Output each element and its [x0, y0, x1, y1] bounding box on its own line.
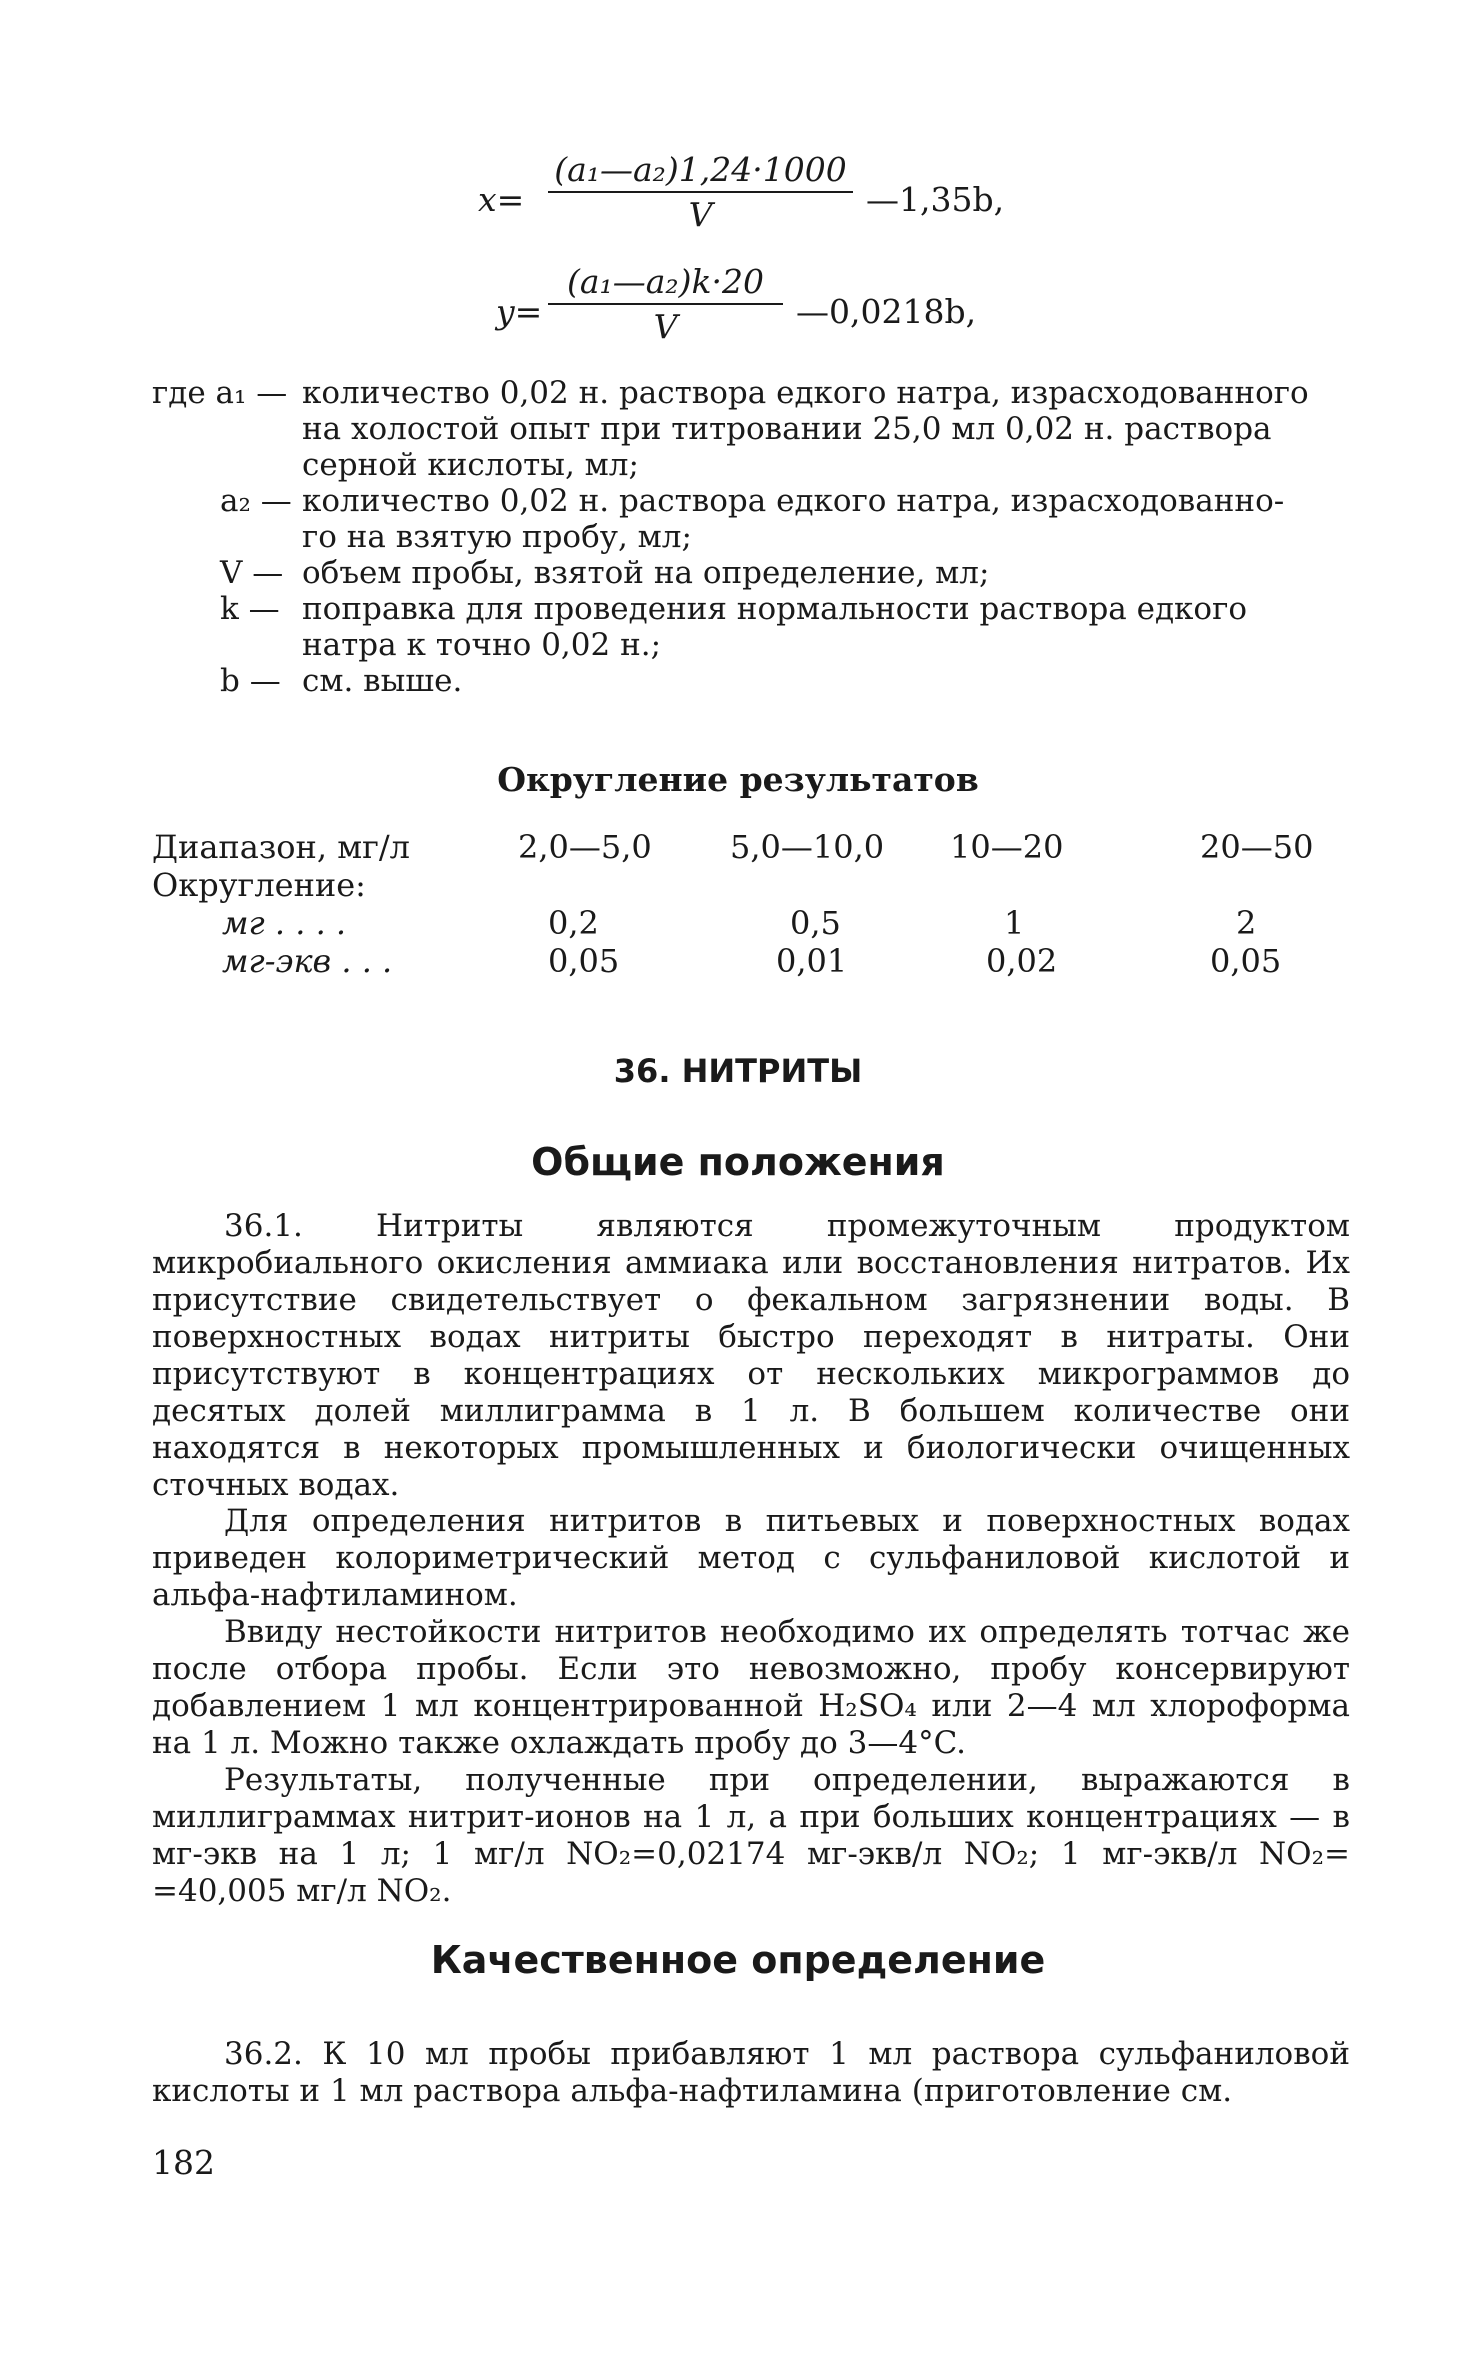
definition-line: поправка для проведения нормальности раствора едкого [302, 591, 1248, 627]
fraction-bar [548, 303, 783, 305]
definition-line: натра к точно 0,02 н.; [302, 627, 662, 663]
definitions-list [152, 375, 1352, 699]
definition-line: го на взятую пробу, мл; [302, 519, 692, 555]
definition-symbol: где a₁ — [152, 375, 288, 411]
definition-line: на холостой опыт при титровании 25,0 мл 0,02 н. раствора [302, 411, 1272, 447]
section-title: 36. НИТРИТЫ [613, 1052, 863, 1090]
definition-a2 [152, 483, 1352, 555]
row-mg-value-4: 2 [1236, 904, 1257, 942]
definition-line: серной кислоты, мл; [302, 447, 639, 483]
definition-symbol: k — [220, 591, 280, 627]
row-mgekv-value-3: 0,02 [986, 942, 1058, 980]
formula-y-numerator: (a₁—a₂)k·20 [566, 262, 765, 301]
definition-line: объем пробы, взятой на определение, мл; [302, 555, 990, 591]
definition-symbol: a₂ — [220, 483, 292, 519]
row-mgekv-value-4: 0,05 [1210, 942, 1282, 980]
section-subtitle: Общие положения [531, 1140, 945, 1184]
definition-a1 [152, 375, 1352, 483]
definition-b [152, 663, 1352, 699]
qualitative-title: Качественное определение [430, 1938, 1046, 1982]
range-2: 5,0—10,0 [730, 828, 885, 866]
range-3: 10—20 [950, 828, 1064, 866]
definition-line: см. выше. [302, 663, 463, 699]
formula-x-fraction [548, 150, 853, 234]
range-4: 20—50 [1200, 828, 1314, 866]
formula-y-lhs: y= [496, 292, 543, 331]
row-mg-value-3: 1 [1004, 904, 1025, 942]
paragraph-36-1: 36.1. Нитриты являются промежуточным продуктом микробиального окисления аммиака или восстановления нитратов. Их присутствие свидетельствует о фекальном загрязнении воды. В поверхностных водах нитриты быстро переходят в нитраты. Они присутствуют в концентрациях от нескольких микрограммов до десятых долей миллиграмма в 1 л. В большем количестве они находятся в некоторых промышленных и биологически очищенных сточных водах. [152, 1208, 1350, 1503]
formula-x-denominator: V [688, 195, 713, 234]
definition-line: количество 0,02 н. раствора едкого натра, израсходованно- [302, 483, 1285, 519]
formula-y-denominator: V [653, 307, 678, 346]
range-label: Диапазон, мг/л [152, 828, 410, 866]
definition-symbol: b — [220, 663, 281, 699]
formula-y-fraction [548, 262, 783, 346]
rounding-label: Округление: [152, 866, 366, 904]
paragraph-36-2: 36.2. К 10 мл пробы прибавляют 1 мл раствора сульфаниловой кислоты и 1 мл раствора альфа-нафтиламина (приготовление см. [152, 2036, 1350, 2109]
formula-y-tail: —0,0218b, [796, 292, 977, 331]
row-mgekv-value-2: 0,01 [776, 942, 848, 980]
definition-symbol: V — [220, 555, 284, 591]
range-1: 2,0—5,0 [518, 828, 652, 866]
formula-y [496, 262, 1096, 352]
definition-v [152, 555, 1352, 591]
row-mg-label: мг . . . . [222, 904, 347, 942]
paragraph-preservation: Ввиду нестойкости нитритов необходимо их определять тотчас же после отбора пробы. Если это невозможно, пробу консервируют добавлением 1 мл концентрированной H₂SO₄ или 2—4 мл хлороформа на 1 л. Можно также охлаждать пробу до 3—4°C. [152, 1614, 1350, 1761]
row-mg-value-2: 0,5 [790, 904, 841, 942]
row-mg-value-1: 0,2 [548, 904, 599, 942]
page-number: 182 [152, 2143, 215, 2182]
rounding-title: Округление результатов [497, 760, 979, 799]
formula-x-lhs: x= [478, 180, 525, 219]
paragraph-methods: Для определения нитритов в питьевых и поверхностных водах приведен колориметрический метод с сульфаниловой кислотой и альфа-нафтиламином. [152, 1503, 1350, 1613]
formula-x [478, 150, 1078, 240]
definition-k [152, 591, 1352, 663]
formula-x-tail: —1,35b, [866, 180, 1005, 219]
row-mgekv-value-1: 0,05 [548, 942, 620, 980]
fraction-bar [548, 191, 853, 193]
definition-line: количество 0,02 н. раствора едкого натра, израсходованного [302, 375, 1309, 411]
formula-x-numerator: (a₁—a₂)1,24·1000 [554, 150, 847, 189]
paragraph-results: Результаты, полученные при определении, выражаются в миллиграммах нитрит-ионов на 1 л, а при больших концентрациях — в мг-экв на 1 л; 1 мг/л NO₂=0,02174 мг-экв/л NO₂; 1 мг-экв/л NO₂= =40,005 мг/л NO₂. [152, 1762, 1350, 1909]
row-mgekv-label: мг-экв . . . [222, 942, 393, 980]
